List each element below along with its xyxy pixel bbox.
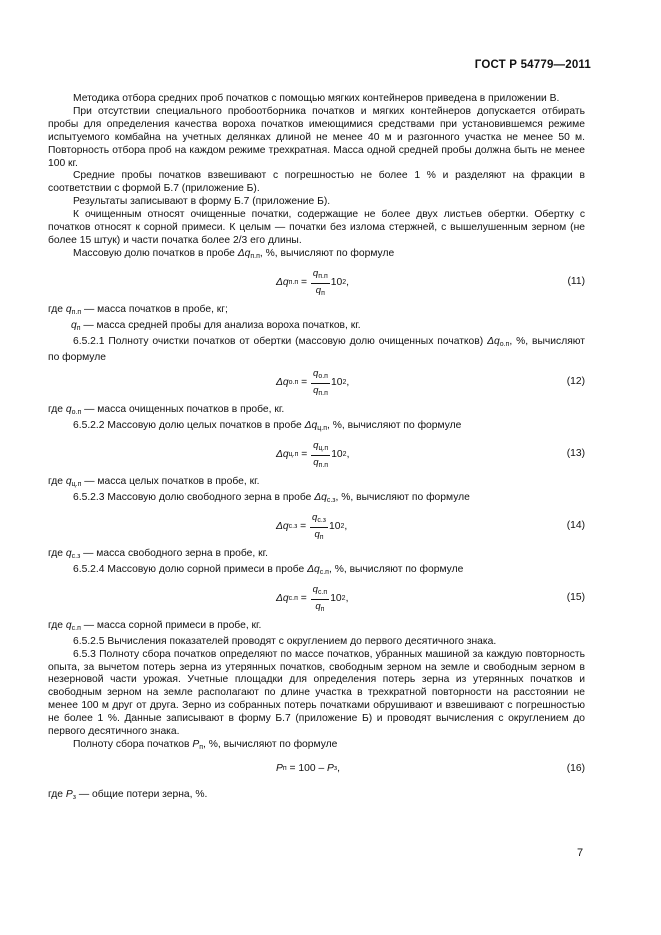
where-15: где $q_{с.п}$ — масса сорной примеси в пробе, кг. — [48, 619, 262, 632]
formula-number: (16) — [566, 762, 585, 774]
paragraph-6-5-2-2: 6.5.2.2 Массовую долю целых початков в пробе $\Delta q_{ц.п}$, %, вычисляют по формуле — [73, 420, 462, 433]
paragraph-6-5-2-4: 6.5.2.4 Массовую долю сорной примеси в пробе $\Delta q_{с.п}$, %, вычисляют по формуле — [73, 563, 464, 576]
where-12: где $q_{о.п}$ — масса очищенных початков в пробе, кг. — [48, 404, 285, 417]
paragraph-6-5-2-3: 6.5.2.3 Массовую долю свободного зерна в пробе $\Delta q_{с.з}$, %, вычисляют по формуле — [73, 492, 470, 505]
formula-16: P п = 100 – P з , (16) — [276, 762, 585, 774]
formula-number: (14) — [566, 520, 585, 532]
formula-15: Δq с.п = $\frac{q_{с.п}}{q_п}$ 10 2 , (15) — [276, 583, 585, 613]
where-11a: где $q_{п.п}$ — масса початков в пробе, кг; — [48, 303, 228, 316]
formula-number: (13) — [566, 448, 585, 460]
formula-13: Δq ц.п = $\frac{q_{ц.п}}{q_{п.п}}$ 10 2 , (13) — [276, 440, 585, 470]
paragraph-6-5-3: 6.5.3 Полноту сбора початков определяют по массе початков, убранных машиной за каждую повторность опыта, за вычетом потерь зерна из утерянных початков, свободным зерном на земле и свободным зерном в незерновой части урожая. Учетные площадки для определения потерь зерна из утерянных початков и свободным зерном на земле располагают по длине участка в трехкратной повторности на расстоянии не менее 100 м друг от друга. Зерно из собранных потерь початками обрушивают и взвешивают с погрешностью не более 1 %. Данные записывают в форму Б.7 (приложение Б) и проводят вычисления с округлением до первого десятичного знака. — [48, 648, 585, 738]
paragraph-sampling: При отсутствии специального пробоотборника початков и мягких контейнеров допускается отбирать пробы для определения качества вороха початков имеющимися средствами при установившемся режиме испытуемого комбайна на учетных делянках длиной не менее 40 м и разгонного участка не менее 50 м. Повторность отбора проб на каждом режиме трехкратная. Масса одной средней пробы должна быть не менее 100 кг. — [48, 105, 585, 169]
formula-number: (15) — [566, 591, 585, 603]
page-number: 7 — [577, 847, 584, 859]
formula-11: Δq п.п = $\frac{q_{п.п}}{q_п}$ 10 2 , (11) — [276, 267, 585, 297]
fraction: $\frac{q_{о.п}}{q_{п.п}}$ — [313, 368, 328, 398]
paragraph-formula-16-intro: Полноту сбора початков $P_п$, %, вычисляют по формуле — [73, 739, 338, 751]
paragraph-weighing: Средние пробы початков взвешивают с погрешностью не более 1 % и разделяют на фракции в соответствии с формой Б.7 (приложение Б). — [48, 170, 585, 195]
fraction: $\frac{q_{ц.п}}{q_{п.п}}$ — [313, 440, 329, 470]
page-body — [48, 93, 585, 805]
paragraph-6-5-2-5: 6.5.2.5 Вычисления показателей проводят с округлением до первого десятичного знака. — [73, 635, 497, 647]
paragraph-definitions: К очищенным относят очищенные початки, содержащие не более двух листьев обертки. Обертку с початков относят к сорной примеси. К целым — початки без излома стержней, с вышелушенным зерном (не более 15 штук) и части початка более 2/3 его длины. — [48, 209, 585, 246]
paragraph-formula-11-intro: Массовую долю початков в пробе $\Delta q_{п.п}$, %, вычисляют по формуле — [73, 247, 395, 260]
paragraph-results: Результаты записывают в форму Б.7 (приложение Б). — [73, 196, 331, 208]
document-code: ГОСТ Р 54779—2011 — [474, 59, 591, 71]
formula-number: (11) — [567, 275, 585, 287]
fraction: $\frac{q_{п.п}}{q_п}$ — [312, 267, 328, 297]
fraction: $\frac{q_{с.з}}{q_п}$ — [312, 512, 326, 542]
where-11b: $q_п$ — масса средней пробы для анализа вороха початков, кг. — [71, 319, 361, 332]
where-14: где $q_{с.з}$ — масса свободного зерна в пробе, кг. — [48, 548, 268, 561]
formula-12: Δq о.п = $\frac{q_{о.п}}{q_{п.п}}$ 10 2 , (12) — [276, 368, 585, 398]
fraction: $\frac{q_{с.п}}{q_п}$ — [312, 583, 328, 613]
paragraph-6-5-2-1: 6.5.2.1 Полноту очистки початков от обертки (массовую долю очищенных початков) $\Delta q_{о.п}$, %, вычисляют по формуле — [48, 335, 585, 363]
paragraph-methodology: Методика отбора средних проб початков с помощью мягких контейнеров приведена в приложении В. — [73, 93, 560, 104]
formula-number: (12) — [566, 376, 585, 388]
where-13: где $q_{ц.п}$ — масса целых початков в пробе, кг. — [48, 476, 260, 489]
where-16: где $P_з$ — общие потери зерна, %. — [48, 788, 208, 801]
formula-14: Δq с.з = $\frac{q_{с.з}}{q_п}$ 10 2 , (14) — [276, 512, 585, 542]
